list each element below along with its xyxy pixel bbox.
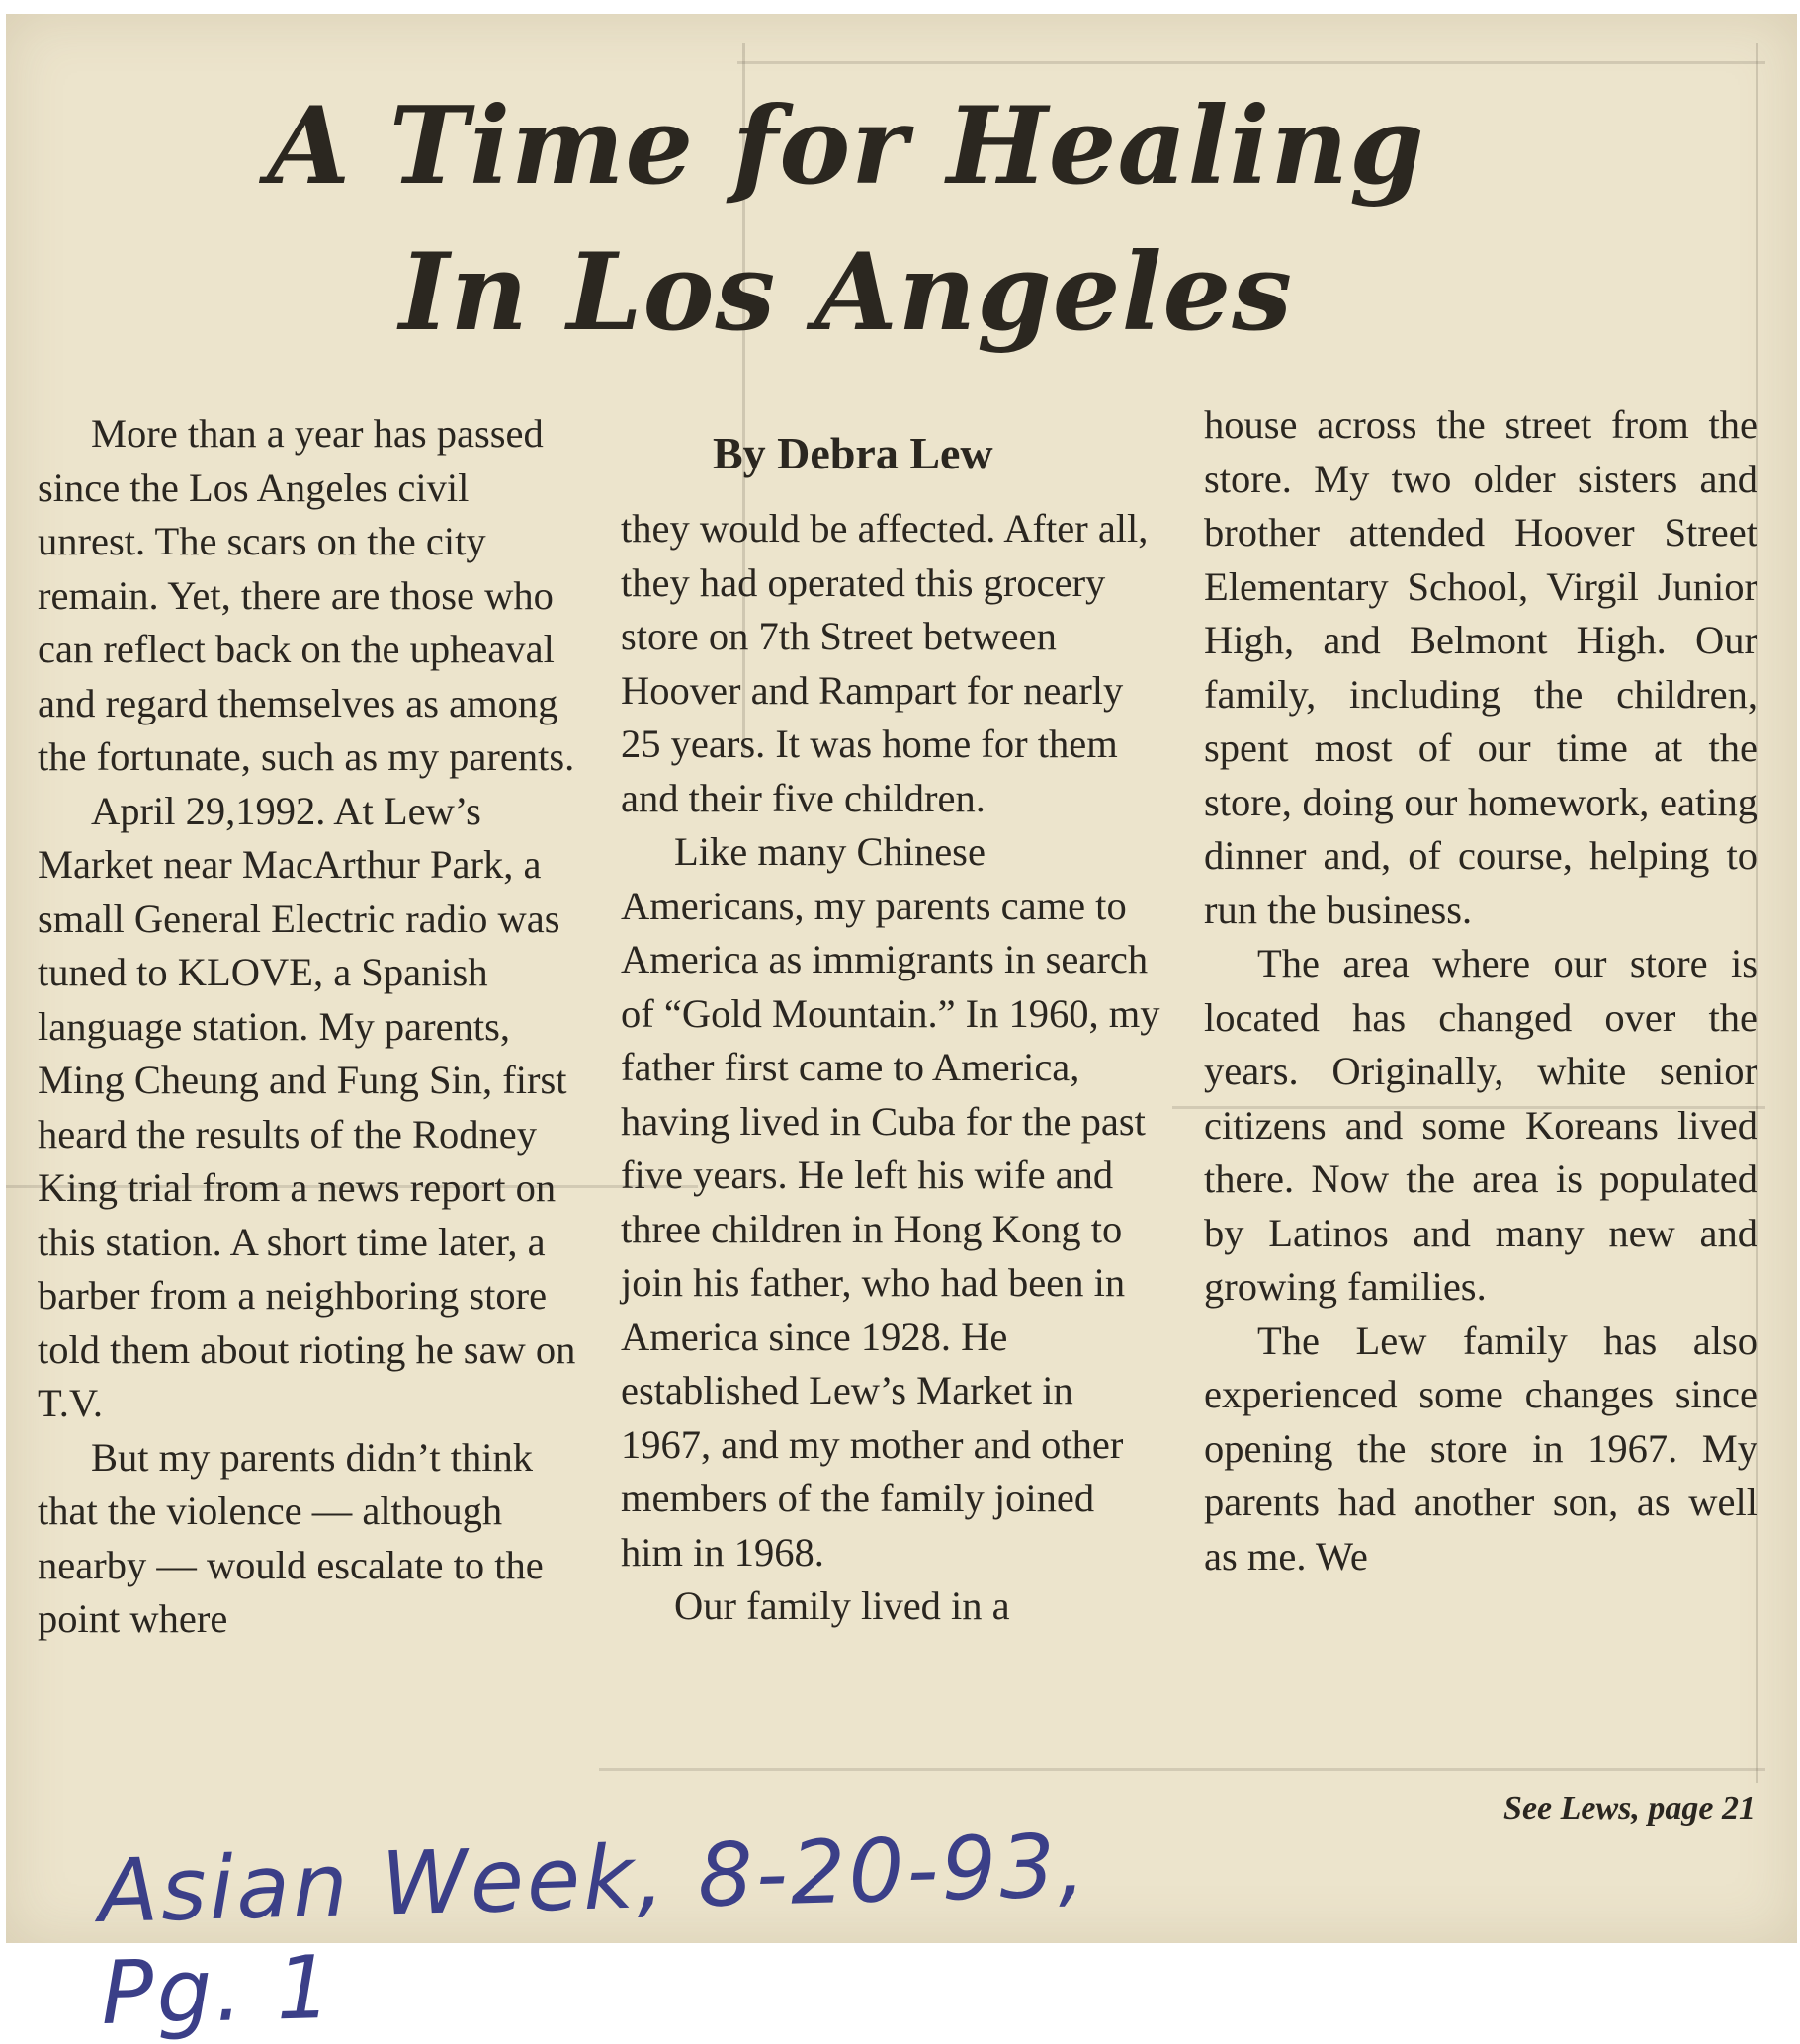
- continuation-line: See Lews, page 21: [1503, 1790, 1756, 1827]
- paragraph: But my parents didn’t think that the violence — although nearby — would escalate to the point where: [38, 1434, 544, 1641]
- paragraph: More than a year has passed since the Los Angeles civil unrest. The scars on the city remain. Yet, there are those who can reflect back on the upheaval and regard themselves as among the fortunate, such as my parents.: [38, 411, 575, 779]
- paragraph: they would be affected. After all, they had operated this grocery store on 7th Street between Hoover and Rampart for nearly 25 years. It was home for them and their five children.: [621, 506, 1149, 820]
- article-column-1: [38, 407, 576, 1647]
- paragraph: house across the street from the store. My two older sisters and brother attended Hoover Street Elementary School, Virgil Junior High, and Belmont High. Our family, including the children, spent most of our time at the store, doing our homework, eating dinner and, of course, helping to run the business.: [1204, 402, 1757, 932]
- article-column-2: [621, 502, 1162, 1634]
- paragraph: The Lew family has also experienced some changes since opening the store in 1967. My parents had another son, as well as me. We: [1204, 1318, 1757, 1578]
- headline: [204, 73, 1489, 366]
- newspaper-clipping: [6, 14, 1797, 2044]
- handwritten-note: Asian Week, 8-20-93, Pg. 1: [97, 1814, 1090, 2044]
- paragraph: April 29,1992. At Lew’s Market near MacArthur Park, a small General Electric radio was tuned to KLOVE, a Spanish language station. My parents, Ming Cheung and Fung Sin, first heard the results of the Rodney King trial from a news report on this station. A short time later, a barber from a neighboring store told them about rioting he saw on T.V.: [38, 788, 576, 1425]
- article-column-3: [1204, 398, 1757, 1583]
- paragraph: Our family lived in a: [674, 1583, 1010, 1628]
- headline-line-2: In Los Angeles: [398, 230, 1294, 355]
- headline-line-1: A Time for Healing: [267, 84, 1425, 209]
- paragraph: The area where our store is located has changed over the years. Originally, white senior citizens and some Koreans lived there. Now the area is populated by Latinos and many new and growing families.: [1204, 941, 1757, 1309]
- paragraph: Like many Chinese Americans, my parents came to America as immigrants in search of “Gold Mountain.” In 1960, my father first came to America, having lived in Cuba for the past five years. He left his wife and three children in Hong Kong to join his father, who had been in America since 1928. He established Lew’s Market in 1967, and my mother and other members of the family joined him in 1968.: [621, 829, 1160, 1575]
- byline: By Debra Lew: [713, 428, 993, 478]
